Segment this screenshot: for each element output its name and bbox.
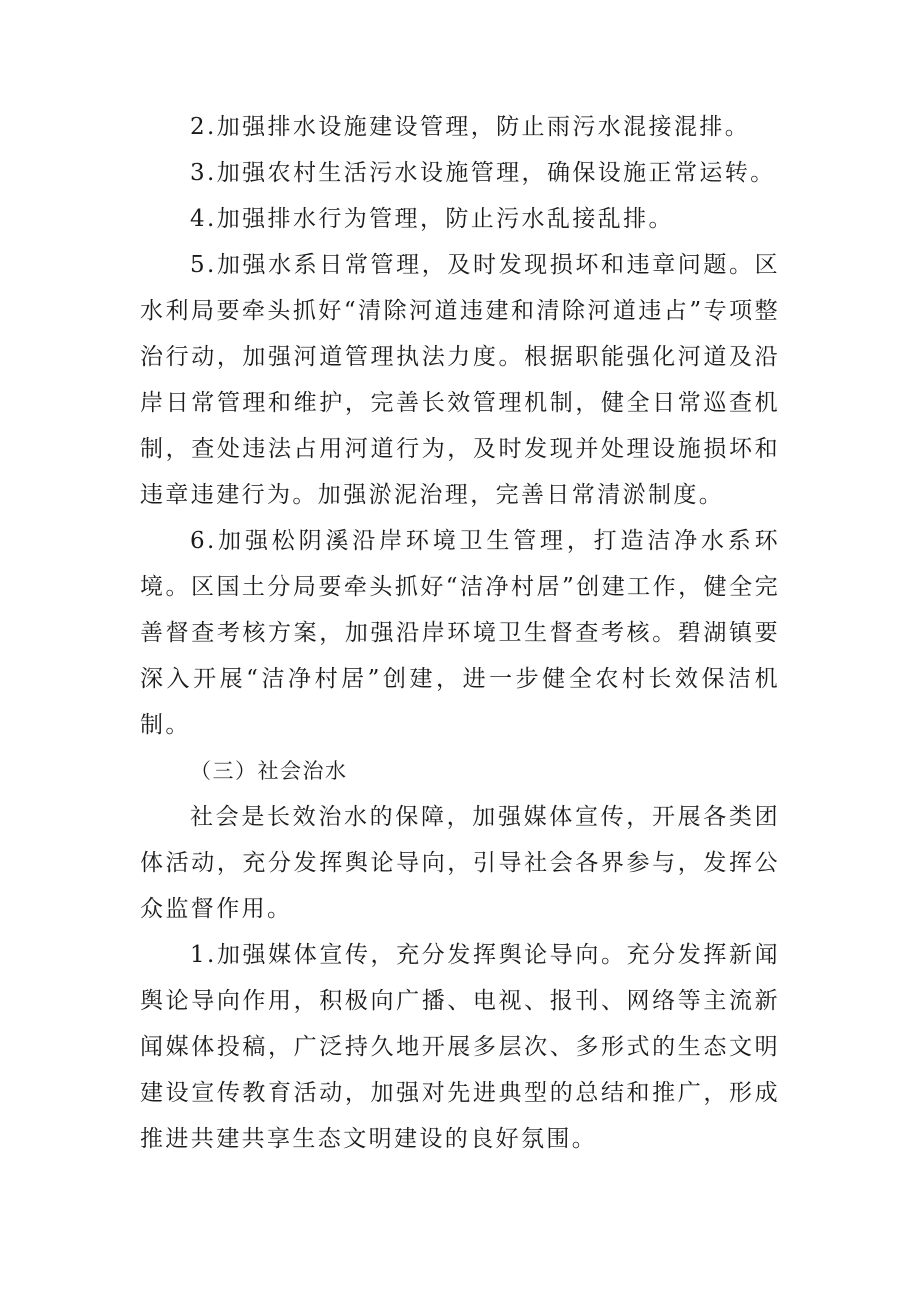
paragraph-item-6: 6.加强松阴溪沿岸环境卫生管理，打造洁净水系环境。区国土分局要牵头抓好“洁净村居”创建工作，健全完善督查考核方案，加强沿岸环境卫生督查考核。碧湖镇要深入开展“洁净村居”创建，进一步健全农村长效保洁机制。 [140, 528, 780, 738]
document-body [140, 104, 780, 1162]
paragraph-item-3: 3.加强农村生活污水设施管理，确保设施正常运转。 [190, 160, 776, 186]
section-heading: （三）社会治水 [190, 759, 348, 783]
paragraph-item-1: 1.加强媒体宣传，充分发挥舆论导向。充分发挥新闻舆论导向作用，积极向广播、电视、报刊、网络等主流新闻媒体投稿，广泛持久地开展多层次、多形式的生态文明建设宣传教育活动，加强对先进典型的总结和推广，形成推进共建共享生态文明建设的良好氛围。 [140, 942, 780, 1152]
paragraph-item-4: 4.加强排水行为管理，防止污水乱接乱排。 [190, 206, 674, 232]
section-intro-paragraph: 社会是长效治水的保障，加强媒体宣传，开展各类团体活动，充分发挥舆论导向，引导社会各界参与，发挥公众监督作用。 [140, 804, 780, 922]
paragraph-item-5: 5.加强水系日常管理，及时发现损坏和违章问题。区水利局要牵头抓好“清除河道违建和清除河道违占”专项整治行动，加强河道管理执法力度。根据职能强化河道及沿岸日常管理和维护，完善长效管理机制，健全日常巡查机制，查处违法占用河道行为，及时发现并处理设施损坏和违章违建行为。加强淤泥治理，完善日常清淤制度。 [140, 252, 780, 508]
paragraph-item-2: 2.加强排水设施建设管理，防止雨污水混接混排。 [190, 114, 751, 140]
